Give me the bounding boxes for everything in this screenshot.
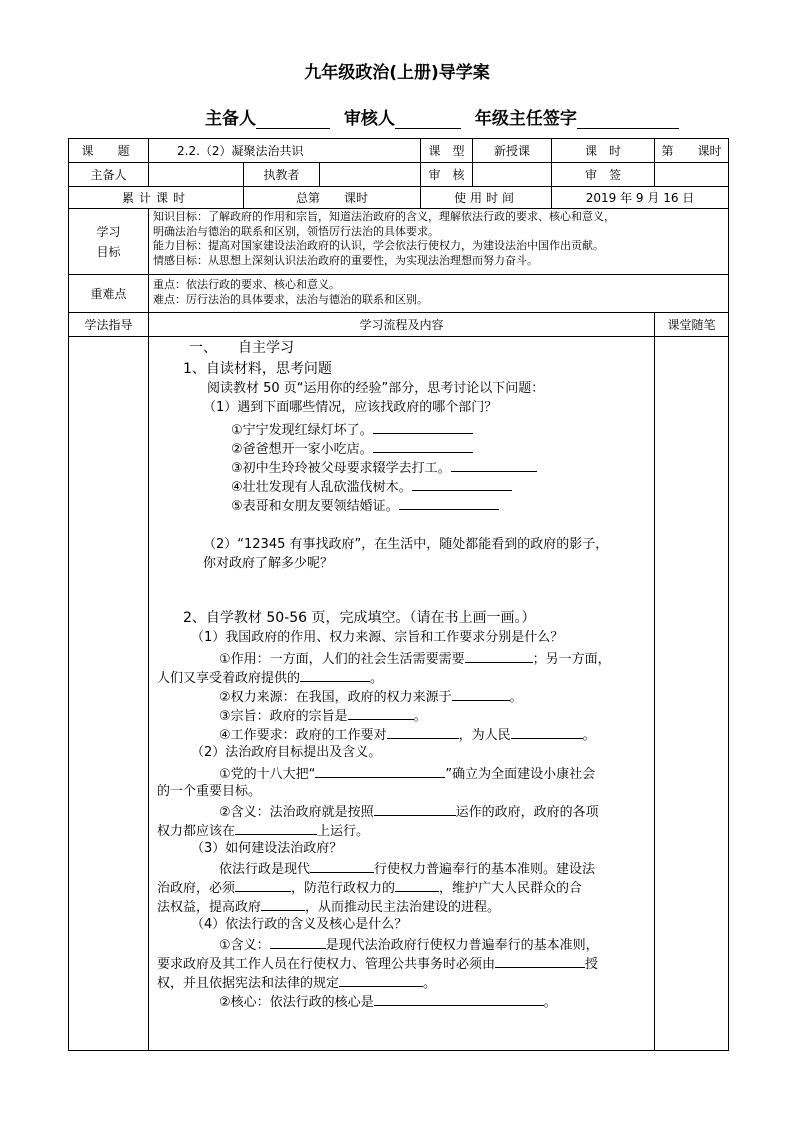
notes-column[interactable]: [655, 337, 729, 1051]
question: （1）我国政府的作用、权力来源、宗旨和工作要求分别是什么？: [191, 630, 564, 645]
fill-line: 依法行政是现代 行使权力普遍奉行的基本准则。建设法: [219, 858, 595, 879]
cumulative-label: 累计课时: [69, 187, 244, 209]
answer-blank[interactable]: [315, 763, 445, 778]
question-item: ②爸爸想开一家小吃店。: [231, 438, 473, 459]
fill-line: 权力都应该在 上运行。: [157, 820, 369, 841]
info-row-2: [69, 163, 729, 187]
teacher-label: 执教者: [244, 163, 320, 187]
text-line: 阅读教材 50 页“运用你的经验”部分，思考讨论以下问题：: [207, 381, 545, 396]
notes-header: 课堂随笔: [655, 313, 729, 337]
question: （4）依法行政的含义及核心是什么？: [191, 917, 408, 932]
key-points-row: [69, 275, 729, 313]
fill-line: 权，并且依据宪法和法律的规定 。: [157, 972, 436, 993]
lesson-plan-table: [68, 138, 729, 1051]
process-column: [149, 337, 655, 1051]
fill-line: 要求政府及其工作人员在行使权力、管理公共事务时必须由 授: [157, 953, 598, 974]
reviewer-blank[interactable]: [395, 110, 461, 129]
answer-blank[interactable]: [235, 820, 317, 835]
fill-line: ④工作要求：政府的工作要对 ，为人民 。: [219, 724, 596, 745]
teacher-value[interactable]: [320, 163, 421, 187]
fill-line: 法权益，提高政府 ，从而推动民主法治建设的进程。: [157, 896, 500, 917]
preparer-cell-label: 主备人: [69, 163, 149, 187]
fill-line: ①作用：一方面，人们的社会生活需要需要 ；另一方面，: [219, 648, 611, 669]
question: （3）如何建设法治政府？: [191, 841, 343, 856]
type-value[interactable]: 新授课: [473, 139, 552, 163]
question: （2）法治政府目标提出及含义。: [191, 745, 382, 760]
preparer-label: 主备人: [205, 109, 256, 129]
period-value[interactable]: 第 课时: [655, 139, 729, 163]
goal-line: 情感目标：从思想上深刻认识法治政府的重要性，为实现法治理想而努力奋斗。: [153, 253, 538, 267]
question-item: ①宁宁发现红绿灯坏了。: [231, 419, 473, 440]
goals-label: [69, 209, 149, 275]
review-label: 审 核: [421, 163, 473, 187]
info-row-1: [69, 139, 729, 163]
type-label: 课 型: [421, 139, 473, 163]
guide-column[interactable]: [69, 337, 149, 1051]
answer-blank[interactable]: [511, 724, 583, 739]
question-item: ④壮壮发现有人乱砍滥伐树木。: [231, 476, 512, 497]
info-row-3: [69, 187, 729, 209]
review-value[interactable]: [473, 163, 552, 187]
fill-line: 人们又享受着政府提供的 。: [157, 667, 383, 688]
fill-line: 治政府，必须 ，防范行政权力的 ，维护广大人民群众的合: [157, 877, 582, 898]
fill-line: ③宗旨：政府的宗旨是 。: [219, 705, 427, 726]
fill-line: ②含义：法治政府就是按照 运作的政府，政府的各项: [219, 801, 599, 822]
director-blank[interactable]: [577, 110, 679, 129]
answer-blank[interactable]: [374, 801, 456, 816]
sign-label: 审 签: [552, 163, 655, 187]
question: 你对政府了解多少呢？: [203, 556, 334, 571]
goal-line: 明确法治与德治的联系和区别，领悟厉行法治的具体要求。: [153, 224, 439, 238]
answer-blank[interactable]: [399, 495, 499, 510]
answer-blank[interactable]: [374, 991, 544, 1006]
answer-blank[interactable]: [412, 476, 512, 491]
answer-blank[interactable]: [261, 896, 305, 911]
goals-label-line1: 学习: [96, 224, 121, 239]
preparer-blank[interactable]: [256, 110, 330, 129]
fill-line: ②核心：依法行政的核心是 。: [219, 991, 557, 1012]
key-points-label: 重难点: [69, 275, 149, 313]
date-value[interactable]: 2019 年 9 月 16 日: [552, 187, 729, 209]
section-heading: 一、 自主学习: [189, 340, 294, 356]
answer-blank[interactable]: [465, 648, 533, 663]
question: （2）“12345 有事找政府”，在生活中，随处都能看到的政府的影子，: [203, 537, 609, 552]
key-points-text: [149, 275, 729, 313]
fill-line: ②权力来源：在我国，政府的权力来源于 。: [219, 686, 523, 707]
guide-header: 学法指导: [69, 313, 149, 337]
topic-label: 课 题: [69, 139, 149, 163]
answer-blank[interactable]: [373, 438, 473, 453]
study-content: [149, 337, 654, 1050]
question-item: ③初中生玲玲被父母要求辍学去打工。: [231, 457, 537, 478]
answer-blank[interactable]: [310, 858, 374, 873]
page-title: 九年级政治(上册)导学案: [304, 63, 490, 83]
goal-line: 知识目标：了解政府的作用和宗旨，知道法治政府的含义，理解依法行政的要求、核心和意义，: [153, 210, 615, 223]
date-label: 使用时间: [421, 187, 552, 209]
key-point-line: 重点：依法行政的要求、核心和意义。: [153, 278, 340, 291]
period-label: 课 时: [552, 139, 655, 163]
topic-value[interactable]: 2.2.（2）凝聚法治共识: [149, 139, 421, 163]
director-label: 年级主任签字: [474, 109, 577, 129]
answer-blank[interactable]: [451, 457, 537, 472]
answer-blank[interactable]: [235, 877, 291, 892]
preparer-cell-value[interactable]: [149, 163, 244, 187]
signature-line: [205, 104, 679, 129]
fill-line: ①含义： 是现代法治政府行使权力普遍奉行的基本准则，: [219, 934, 599, 955]
item-heading: 2、自学教材 50-56 页，完成填空。（请在书上画一画。）: [183, 610, 536, 626]
goals-row: [69, 209, 729, 275]
column-header-row: [69, 313, 729, 337]
total-periods[interactable]: 总第 课时: [244, 187, 421, 209]
answer-blank[interactable]: [339, 972, 423, 987]
answer-blank[interactable]: [452, 686, 510, 701]
key-point-line: 难点：厉行法治的具体要求，法治与德治的联系和区别。: [153, 292, 428, 306]
answer-blank[interactable]: [300, 667, 370, 682]
answer-blank[interactable]: [395, 877, 439, 892]
fill-line: 的一个重要目标。: [157, 784, 262, 799]
answer-blank[interactable]: [270, 934, 326, 949]
goal-line: 能力目标：提高对国家建设法治政府的认识，学会依法行使权力，为建设法治中国作出贡献。: [153, 239, 604, 252]
content-row: [69, 337, 729, 1051]
answer-blank[interactable]: [495, 953, 585, 968]
question-item: ⑤表哥和女朋友要领结婚证。: [231, 495, 499, 516]
fill-line: ①党的十八大把“ ”确立为全面建设小康社会: [219, 763, 595, 784]
reviewer-label: 审核人: [343, 109, 395, 129]
item-heading: 1、自读材料，思考问题: [183, 361, 332, 377]
answer-blank[interactable]: [387, 724, 459, 739]
sign-value[interactable]: [655, 163, 729, 187]
goals-text: [149, 209, 729, 275]
process-header: 学习流程及内容: [149, 313, 655, 337]
answer-blank[interactable]: [373, 419, 473, 434]
goals-label-line2: 目标: [96, 244, 121, 259]
answer-blank[interactable]: [348, 705, 414, 720]
question: （1）遇到下面哪些情况，应该找政府的哪个部门？: [203, 400, 498, 415]
